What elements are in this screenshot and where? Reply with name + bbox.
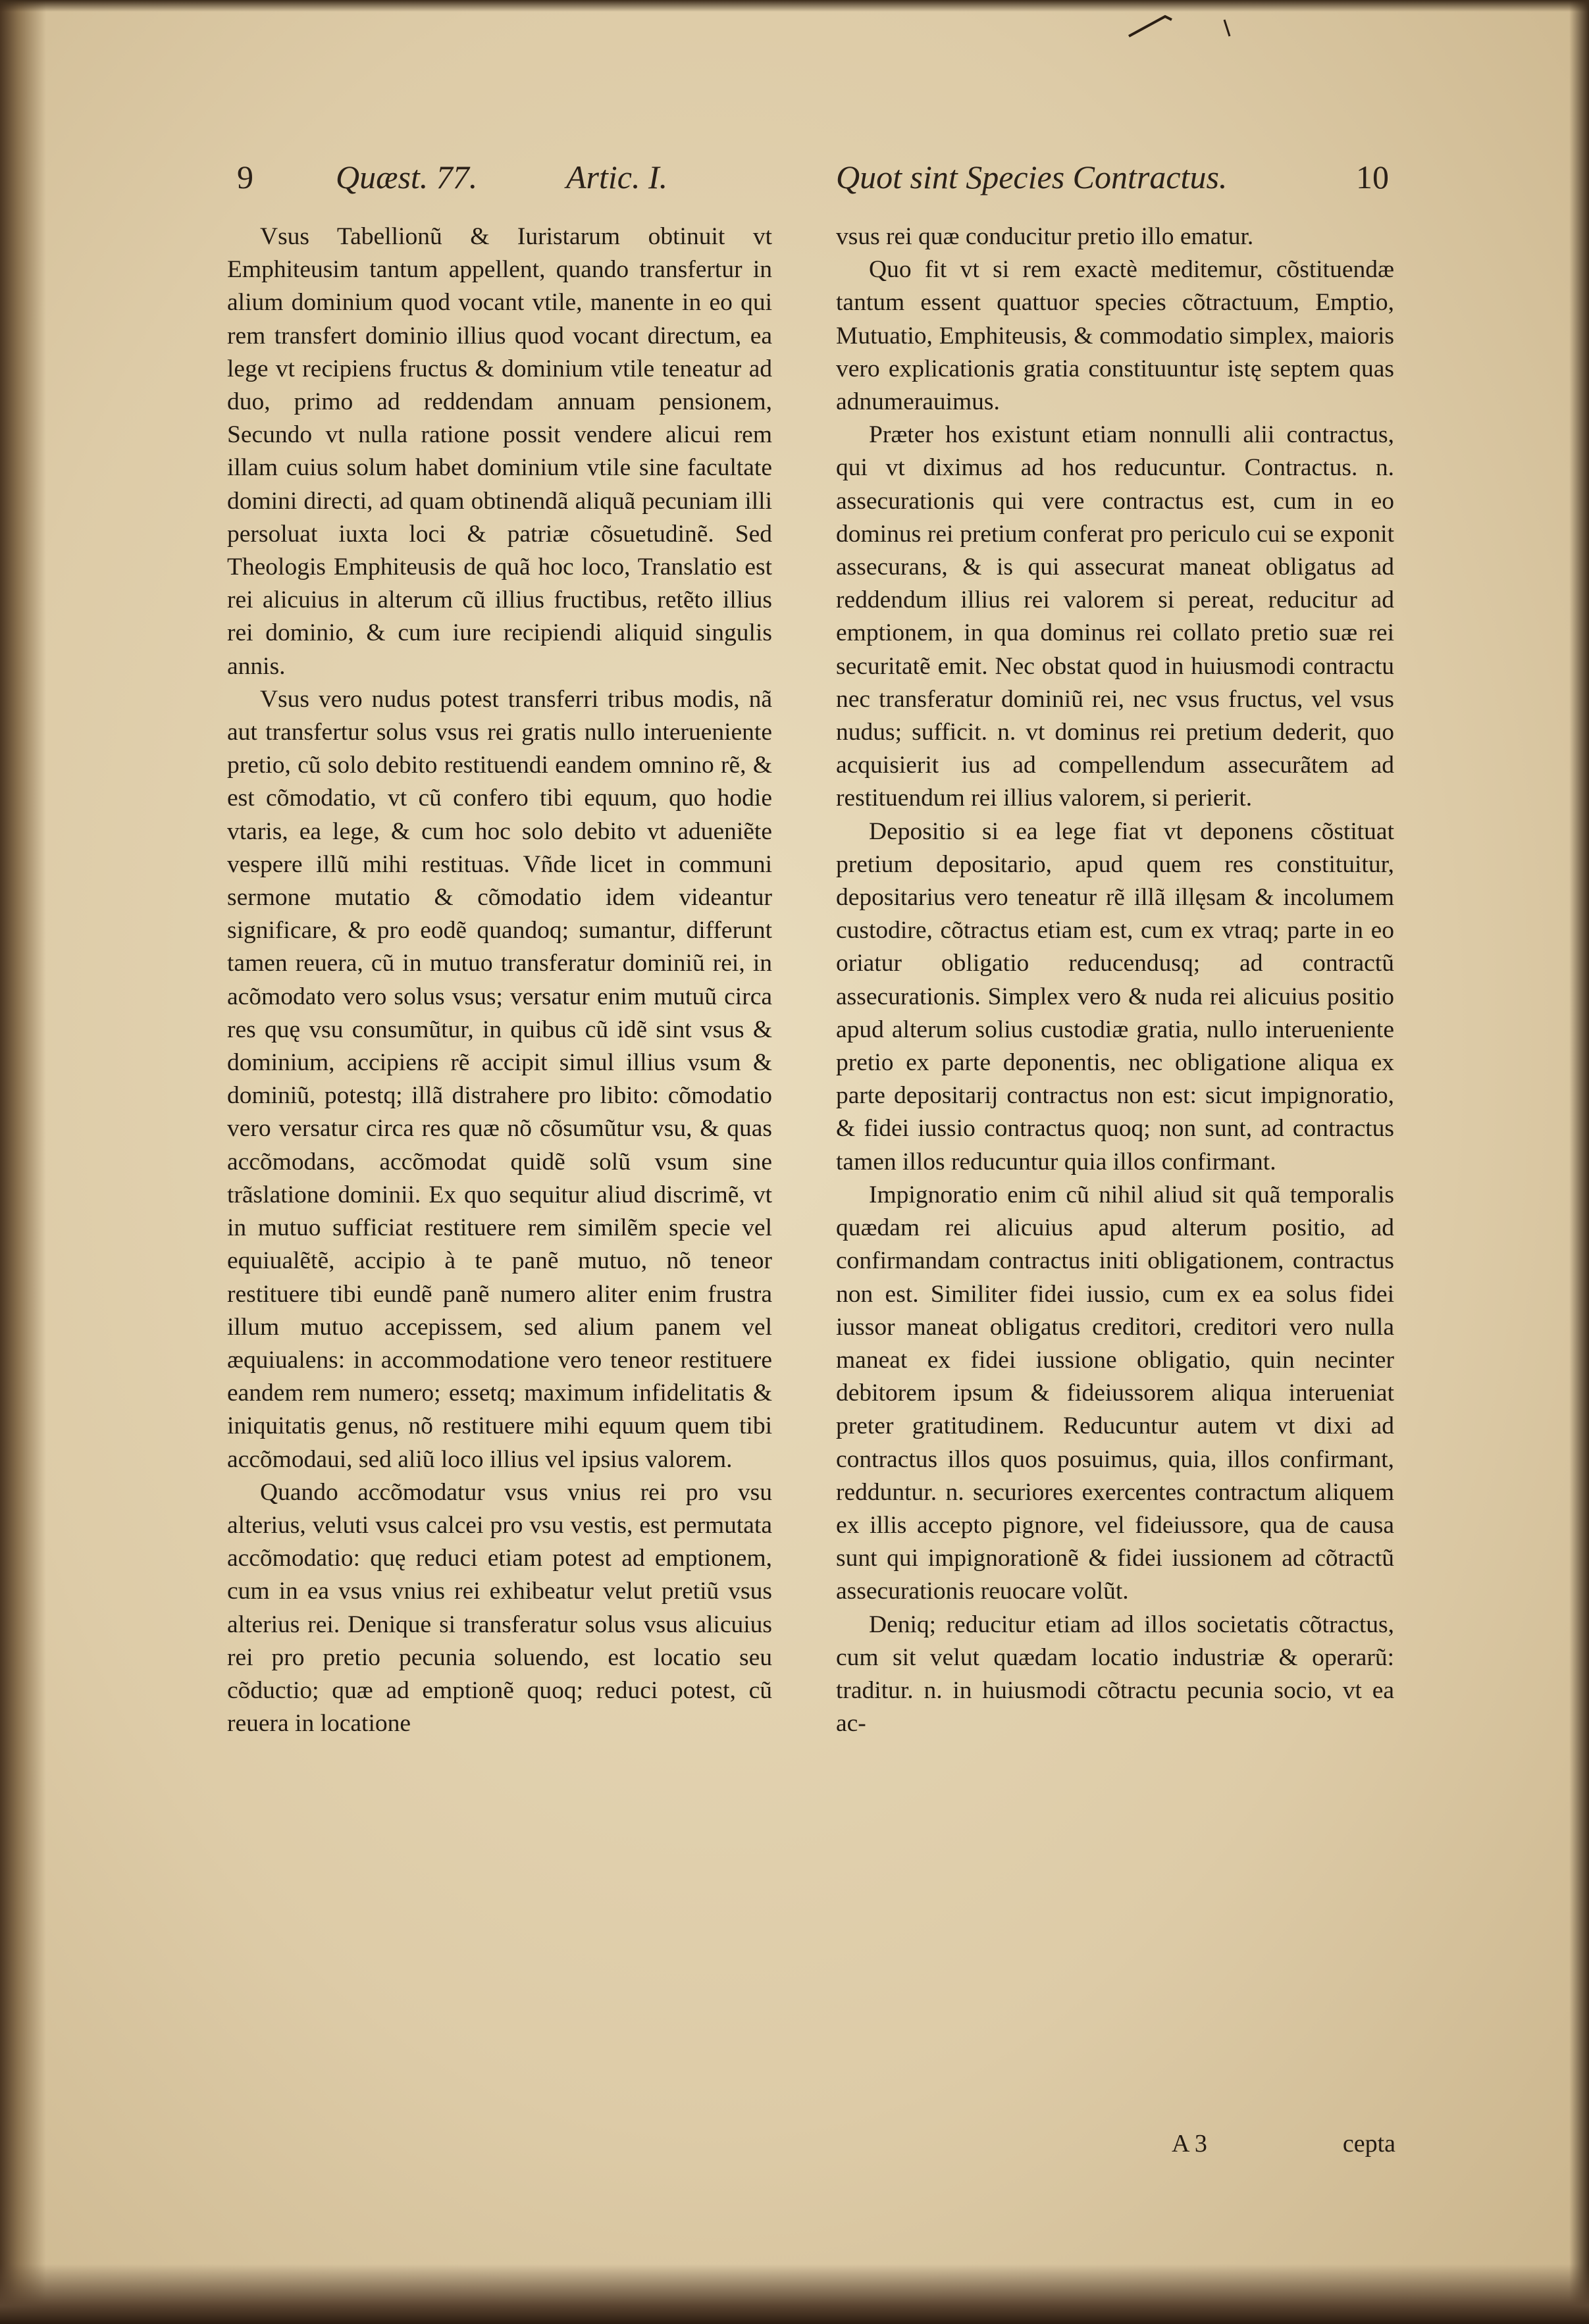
left-paragraph-1: Vsus Tabellionũ & Iuristarum obtinuit vt Emphiteusim tantum appellent, quando transfertur in alium dominium quod vocant vtile, manente in eo qui rem transfert dominio illius quod vocant directum, ea lege vt recipiens fructus & dominium vtile teneatur ad duo, primo ad reddendam annuam pensionem, Secundo vt nulla ratione possit vendere alicui rem illam cuius solum habet dominium vtile sine facultate domini directi, ad quam obtinendã aliquã pecuniam illi persoluat iuxta loci & patriæ cõsuetudinẽ. Sed Theologis Emphiteusis de quã hoc loco, Translatio est rei alicuius in alterum cũ illius fructibus, retẽto illius rei dominio, & cum iure recipiendi aliquid singulis annis.	[227, 223, 772, 680]
left-paragraph-2: Vsus vero nudus potest transferri tribus modis, nã aut transfertur solus vsus rei gratis nullo interueniente pretio, cũ solo debito restituendi eandem omnino rẽ, & est cõmodatio, vt cũ confero tibi equum, quo hodie vtaris, ea lege, & cum hoc solo debito vt adueniẽte vespere illũ mihi restituas. Vñde licet in communi sermone mutatio & cõmodatio idem videantur significare, & pro eodẽ quandoq; sumantur, differunt tamen reuera, cũ in mutuo transferatur dominiũ rei, in acõmodato vero solus vsus; versatur enim mutuũ circa res quę vsu consumũtur, in quibus cũ idẽ sint vsus & dominium, accipiens rẽ accipit simul illius vsum & dominiũ, potestq; illã distrahere pro libito: cõmodatio vero versatur circa res quæ nõ cõsumũtur vsu, & quas accõmodans, accõmodat quidẽ solũ vsum sine trãslatione dominii. Ex quo sequitur aliud discrimẽ, vt in mutuo sufficiat restituere rem similẽm specie vel equiualẽtẽ, accipio à te panẽ mutuo, nõ teneor restituere tibi eundẽ panẽ numero aliter enim frustra illum mutuo accepissem, sed alium panem vel æquiualens: in accommodatione vero teneor restituere eandem rem numero; essetq; maximum infidelitatis & iniquitatis genus, nõ restituere mihi equum quem tibi accõmodaui, sed aliũ loco illius vel ipsius valorem.	[227, 685, 772, 1473]
right-edge-shadow	[1569, 0, 1589, 2324]
left-question: Quæst. 77.	[336, 159, 478, 195]
bottom-edge-shadow	[0, 2264, 1589, 2324]
left-folio: 9	[237, 159, 253, 195]
right-column	[836, 220, 1394, 1740]
page-footer	[1172, 2129, 1395, 2162]
pen-mark-icon	[1126, 7, 1244, 46]
right-paragraph-2: Quo fit vt si rem exactè meditemur, cõstituendæ tantum essent quattuor species cõtractuum, Emptio, Mutuatio, Emphiteusis, & commodatio simplex, maioris vero explicationis gratia constituuntur istę septem quas adnumerauimus.	[836, 256, 1394, 416]
signature-mark: A 3	[1172, 2130, 1207, 2157]
right-folio: 10	[1356, 159, 1389, 195]
right-paragraph-3: Præter hos existunt etiam nonnulli alii contractus, qui vt diximus ad hos reducuntur. Contractus. n. assecurationis qui vere contractus est, cum in eo dominus rei pretium conferat pro periculo cui se exponit assecurans, & is qui assecurat maneat obligatus ad reddendum illius rei valorem si pereat, reducitur ad emptionem, in qua dominus rei collato pretio suæ rei securitatẽ emit. Nec obstat quod in huiusmodi contractu nec transferatur dominiũ rei, nec vsus fructus, vel vsus nudus; sufficit. n. vt dominus rei pretium dederit, quo acquisierit ius ad compellendum assecurãtem ad restituendum rei illius valorem, si perierit.	[836, 421, 1394, 812]
right-paragraph-1: vsus rei quæ conducitur pretio illo ematur.	[836, 223, 1254, 250]
left-column	[227, 220, 772, 1740]
left-paragraph-3: Quando accõmodatur vsus vnius rei pro vsu alterius, veluti vsus calcei pro vsu vestis, est permutata accõmodatio: quę reduci etiam potest ad emptionem, cum in ea vsus vnius rei exhibeatur velut pretiũ vsus alterius rei. Denique si transferatur solus vsus alicuius rei pro pretio pecunia soluendo, est locatio seu cõductio; quæ ad emptionẽ quoq; reduci potest, cũ reuera in locatione	[227, 1478, 772, 1738]
right-paragraph-5: Impignoratio enim cũ nihil aliud sit quã temporalis quædam rei alicuius apud alterum positio, ad confirmandam contractus initi obligationem, contractus non est. Similiter fidei iussio, cum ex ea solus fidei iussor maneat obligatus creditori, creditori vero nulla maneat ex fidei iussione obligatio, quin necinter debitorem ipsum & fideiussorem aliqua interueniat preter gratitudinem. Reducuntur autem vt dixi ad contractus illos quos posuimus, quia, illos confirmant, redduntur. n. securiores exercentes contractum aliquem ex illis accepto pignore, vel fideiussore, qua de causa sunt qui impignorationẽ & fidei iussionem ad cõtractũ assecurationis reuocare volũt.	[836, 1181, 1394, 1605]
left-article: Artic. I.	[566, 159, 668, 195]
running-head-right	[836, 158, 1389, 204]
top-edge-shadow	[0, 0, 1589, 12]
right-paragraph-6: Deniq; reducitur etiam ad illos societatis cõtractus, cum sit velut quædam locatio industriæ & operarũ: traditur. n. in huiusmodi cõtractu pecunia socio, vt ea ac-	[836, 1611, 1394, 1738]
right-title: Quot sint Species Contractus.	[836, 159, 1228, 195]
right-paragraph-4: Depositio si ea lege fiat vt deponens cõstituat pretium depositario, apud quem res constituitur, depositarius vero teneatur rẽ illã illęsam & incolumem custodire, cõtractus etiam est, cum ex vtraq; parte in eo oriatur obligatio reducendusq; ad contractũ assecurationis. Simplex vero & nuda rei alicuius positio apud alterum solius custodiæ gratia, nullo interueniente pretio ex parte deponentis, nec obligatione aliqua ex parte depositarij contractus non est: sicut impignoratio, & fidei iussio contractus quoq; non sunt, ad contractus tamen illos reducuntur quia illos confirmant.	[836, 817, 1394, 1175]
catchword: cepta	[1342, 2130, 1395, 2157]
gutter-shadow	[0, 0, 46, 2324]
running-head-left	[237, 158, 770, 204]
